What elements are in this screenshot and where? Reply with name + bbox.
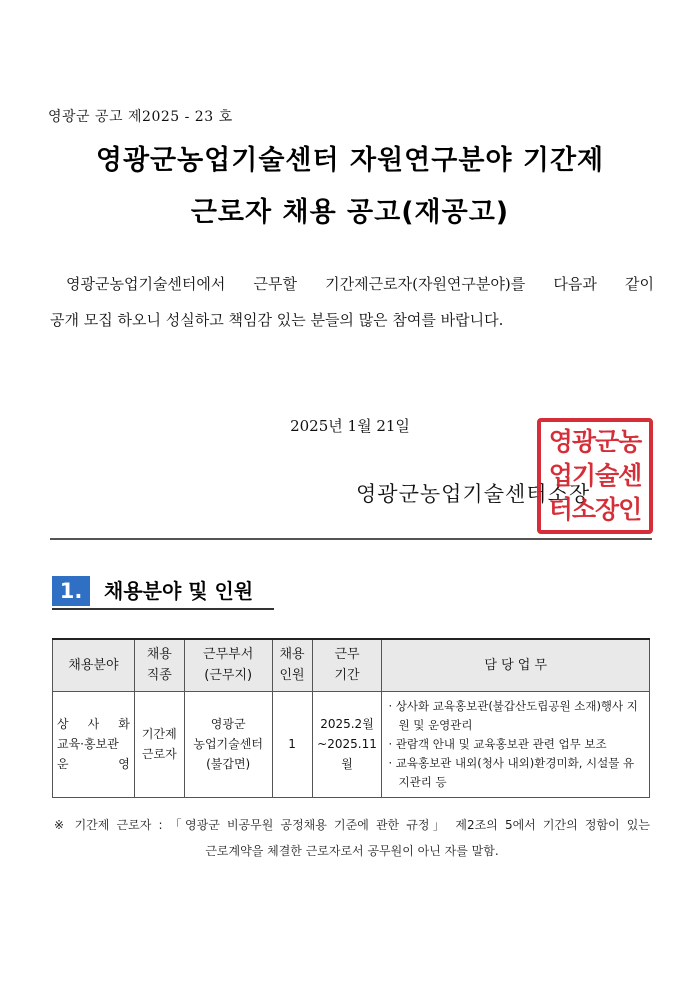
list-item: · 관람객 안내 및 교육홍보관 관련 업무 보조	[388, 735, 645, 754]
seal-text-1: 영광군농	[548, 427, 642, 456]
header-field: 채용분야	[53, 639, 135, 691]
title-line-1: 영광군농업기술센터 자원연구분야 기간제	[95, 145, 605, 176]
duties-list	[382, 697, 649, 792]
section-underline	[52, 608, 274, 610]
seal-text-3: 터소장인	[548, 495, 642, 524]
header-job-type: 채용 직종	[134, 639, 184, 691]
official-seal	[537, 418, 653, 534]
intro-line-1: 영광군농업기술센터에서 근무할 기간제근로자(자원연구분야)를 다음과 같이	[66, 275, 654, 293]
cell-department: 영광군 농업기술센터 (불갑면)	[184, 691, 272, 797]
list-item: · 상사화 교육홍보관(불갑산도립공원 소재)행사 지원 및 운영관리	[388, 697, 645, 735]
footnote	[54, 812, 650, 864]
intro-line-2: 공개 모집 하오니 성실하고 책임감 있는 분들의 많은 참여를 바랍니다.	[50, 311, 504, 329]
footnote-line-1: ※ 기간제 근로자 : 「영광군 비공무원 공정채용 기준에 관한 규정」 제2조의 5에서 기간의 정함이 있는	[54, 818, 650, 832]
divider	[50, 538, 652, 540]
section-title: 채용분야 및 인원	[104, 579, 254, 603]
issuer-name: 영광군농업기술센터소장	[356, 482, 591, 506]
cell-field: 상 사 화 교육·홍보관 운 영	[53, 691, 135, 797]
seal-text-2: 업기술센	[548, 461, 642, 490]
footnote-line-2: 근로계약을 체결한 근로자로서 공무원이 아닌 자를 말함.	[205, 844, 499, 858]
cell-period: 2025.2월 ~2025.11월	[312, 691, 382, 797]
notice-date: 2025년 1월 21일	[290, 417, 410, 435]
recruitment-table	[52, 638, 650, 798]
cell-count: 1	[272, 691, 312, 797]
notice-number: 영광군 공고 제2025 - 23 호	[48, 109, 233, 125]
cell-duties	[382, 691, 650, 797]
title-line-2: 근로자 채용 공고(재공고)	[190, 197, 510, 228]
header-count: 채용 인원	[272, 639, 312, 691]
section-number-badge: 1.	[52, 576, 90, 606]
cell-job-type: 기간제 근로자	[134, 691, 184, 797]
table-header-row	[53, 639, 650, 691]
header-department: 근무부서 (근무지)	[184, 639, 272, 691]
section-1-heading	[52, 574, 282, 608]
header-duties: 담 당 업 무	[382, 639, 650, 691]
table-row	[53, 691, 650, 797]
list-item: · 교육홍보관 내외(청사 내외)환경미화, 시설물 유지관리 등	[388, 754, 645, 792]
header-period: 근무 기간	[312, 639, 382, 691]
